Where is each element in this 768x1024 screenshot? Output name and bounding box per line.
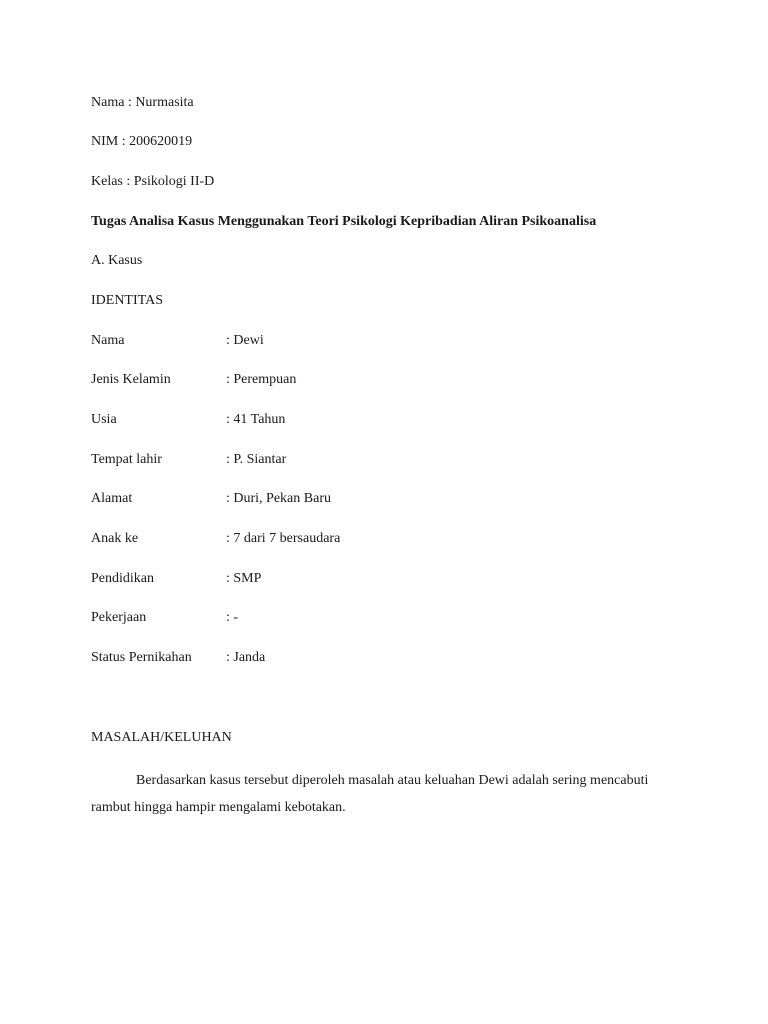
- identity-label-usia: Usia: [91, 412, 117, 427]
- identity-value-nama: : Dewi: [226, 333, 264, 348]
- identity-value-status-pernikahan: : Janda: [226, 650, 266, 665]
- identity-value-jenis-kelamin: : Perempuan: [226, 372, 297, 387]
- identity-value-usia: : 41 Tahun: [226, 412, 286, 427]
- identity-label-anak-ke: Anak ke: [91, 531, 139, 546]
- identitas-heading: IDENTITAS: [91, 293, 163, 308]
- identity-label-pendidikan: Pendidikan: [91, 571, 154, 586]
- identity-value-tempat-lahir: : P. Siantar: [226, 452, 287, 467]
- student-nim: NIM : 200620019: [91, 134, 193, 149]
- identity-value-anak-ke: : 7 dari 7 bersaudara: [226, 531, 341, 546]
- identity-value-alamat: : Duri, Pekan Baru: [226, 491, 331, 506]
- student-name: Nama : Nurmasita: [91, 95, 194, 110]
- identity-label-nama: Nama: [91, 333, 125, 348]
- student-class: Kelas : Psikologi II-D: [91, 174, 215, 189]
- section-a-heading: A. Kasus: [91, 253, 143, 268]
- document-title: Tugas Analisa Kasus Menggunakan Teori Psikologi Kepribadian Aliran Psikoanalisa: [91, 214, 597, 229]
- identity-label-alamat: Alamat: [91, 491, 133, 506]
- masalah-text: Berdasarkan kasus tersebut diperoleh masalah atau keluahan Dewi adalah sering mencabuti rambut hingga hampir mengalami kebotakan.: [91, 773, 649, 815]
- identity-value-pekerjaan: : -: [226, 610, 239, 625]
- identity-value-pendidikan: : SMP: [226, 571, 262, 586]
- identity-label-pekerjaan: Pekerjaan: [91, 610, 147, 625]
- identity-label-jenis-kelamin: Jenis Kelamin: [91, 372, 171, 387]
- masalah-heading: MASALAH/KELUHAN: [91, 730, 232, 745]
- masalah-paragraph: [91, 767, 651, 821]
- identity-label-tempat-lahir: Tempat lahir: [91, 452, 162, 467]
- identity-label-status-pernikahan: Status Pernikahan: [91, 650, 192, 665]
